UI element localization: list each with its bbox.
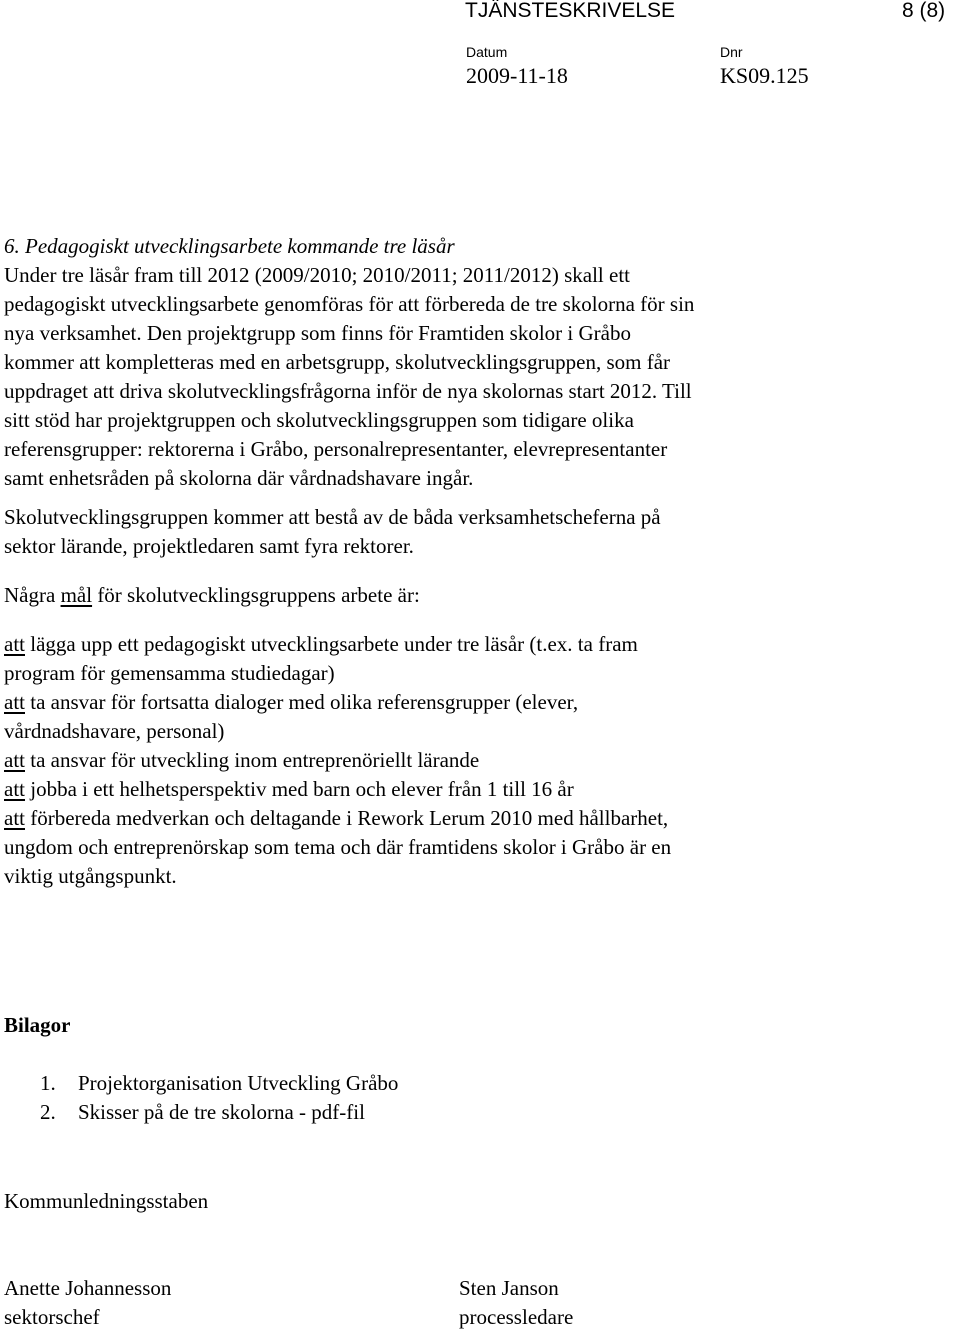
department: Kommunledningsstaben: [4, 1189, 209, 1213]
paragraph-line: Skolutvecklingsgruppen kommer att bestå av de båda verksamhetscheferna på: [4, 505, 661, 529]
paragraph-line: referensgrupper: rektorerna i Gråbo, personalrepresentanter, elevrepresentanter: [4, 437, 668, 461]
signatory-title: sektorschef: [4, 1305, 100, 1329]
goal-item-continued: vårdnadshavare, personal): [4, 719, 225, 743]
attachment-title: Projektorganisation Utveckling Gråbo: [78, 1071, 399, 1095]
date-value: 2009-11-18: [466, 63, 568, 88]
section-heading: 6. Pedagogiskt utvecklingsarbete kommande tre läsår: [4, 234, 455, 258]
goals-keyword: mål: [60, 583, 93, 607]
signatory-name: Anette Johannesson: [4, 1276, 172, 1300]
page-number: 8 (8): [902, 0, 946, 22]
goal-item: att förbereda medverkan och deltagande i Rework Lerum 2010 med hållbarhet,: [4, 806, 669, 830]
signatory-name: Sten Janson: [459, 1276, 559, 1300]
goals-list: [4, 630, 956, 891]
goal-item: att ta ansvar för utveckling inom entreprenöriellt lärande: [4, 748, 480, 772]
goal-item-continued: viktig utgångspunkt.: [4, 864, 177, 888]
goal-item: att jobba i ett helhetsperspektiv med barn och elever från 1 till 16 år: [4, 777, 574, 801]
section-body: [4, 232, 956, 891]
goal-lead: att: [4, 748, 25, 772]
goal-lead: att: [4, 806, 25, 830]
paragraph-line: sitt stöd har projektgruppen och skolutvecklingsgruppen som tidigare olika: [4, 408, 634, 432]
goal-lead: att: [4, 632, 25, 656]
date-label: Datum: [466, 44, 508, 60]
signatory-left: [4, 1274, 171, 1332]
attachment-item: 1. Projektorganisation Utveckling Gråbo: [40, 1071, 399, 1095]
goal-lead: att: [4, 690, 25, 714]
attachment-title: Skisser på de tre skolorna - pdf-fil: [78, 1100, 365, 1124]
goal-item-continued: program för gemensamma studiedagar): [4, 661, 335, 685]
paragraph-line: Under tre läsår fram till 2012 (2009/2010; 2010/2011; 2011/2012) skall ett: [4, 263, 631, 287]
signatory-right: [459, 1274, 573, 1332]
goal-item-continued: ungdom och entreprenörskap som tema och där framtidens skolor i Gråbo är en: [4, 835, 672, 859]
paragraph-line: uppdraget att driva skolutvecklingsfrågorna inför de nya skolornas start 2012. Till: [4, 379, 692, 403]
paragraph-line: sektor lärande, projektledaren samt fyra rektorer.: [4, 534, 414, 558]
attachment-item: 2. Skisser på de tre skolorna - pdf-fil: [40, 1100, 365, 1124]
reference-label: Dnr: [720, 44, 743, 60]
paragraph-line: pedagogiskt utvecklingsarbete genomföras för att förbereda de tre skolorna för sin: [4, 292, 695, 316]
goal-item: att lägga upp ett pedagogiskt utvecklingsarbete under tre läsår (t.ex. ta fram: [4, 632, 638, 656]
paragraph-line: kommer att kompletteras med en arbetsgrupp, skolutvecklingsgruppen, som får: [4, 350, 671, 374]
goals-intro: Några mål för skolutvecklingsgruppens arbete är:: [4, 583, 420, 607]
goal-item: att ta ansvar för fortsatta dialoger med olika referensgrupper (elever,: [4, 690, 579, 714]
paragraph-line: samt enhetsråden på skolorna där vårdnadshavare ingår.: [4, 466, 474, 490]
attachments-heading: Bilagor: [4, 1013, 71, 1037]
document-type: TJÄNSTESKRIVELSE: [465, 0, 676, 22]
reference-value: KS09.125: [720, 63, 809, 88]
signatory-title: processledare: [459, 1305, 574, 1329]
goal-lead: att: [4, 777, 25, 801]
paragraph-line: nya verksamhet. Den projektgrupp som finns för Framtiden skolor i Gråbo: [4, 321, 631, 345]
